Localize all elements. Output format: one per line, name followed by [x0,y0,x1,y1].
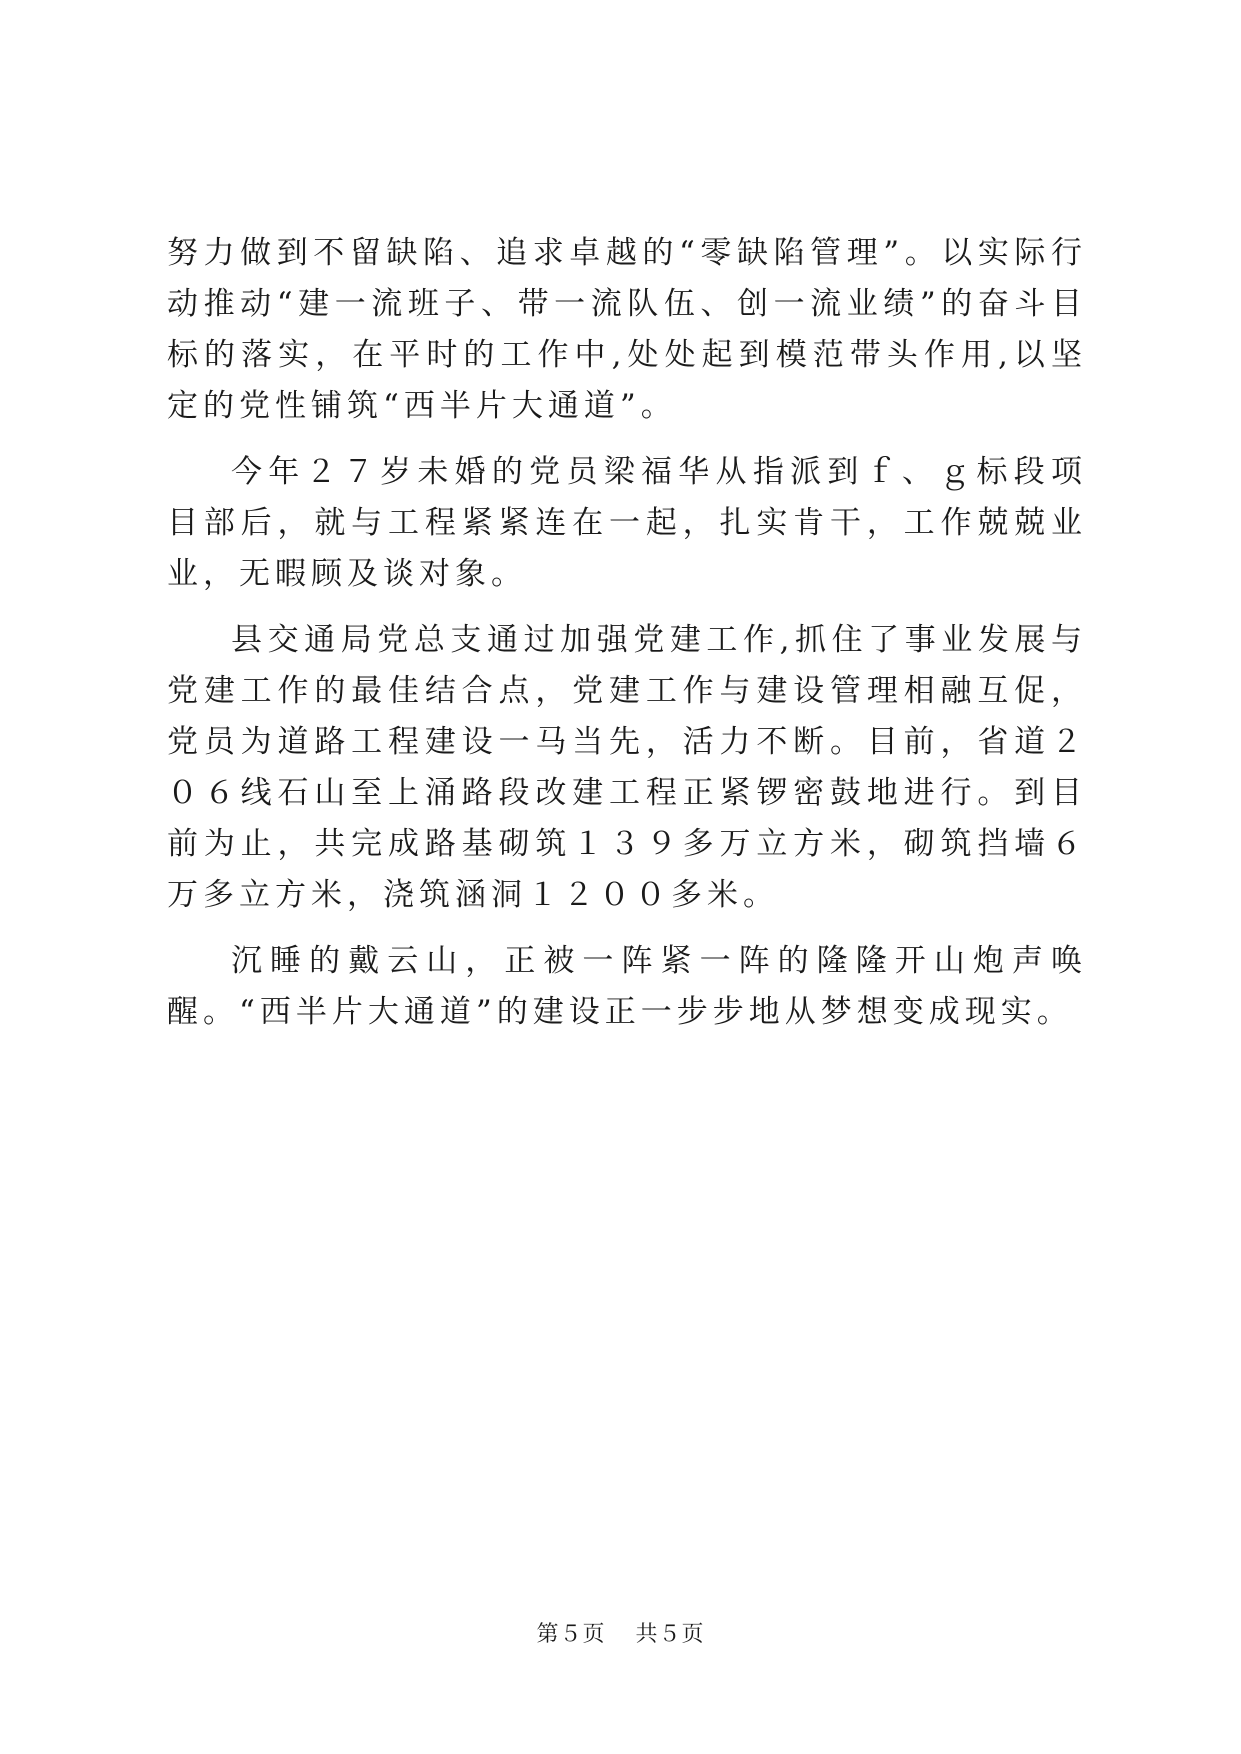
document-body [167,228,1087,1038]
paragraph-1: 努力做到不留缺陷、追求卓越的“零缺陷管理”。以实际行动推动“建一流班子、带一流队伍、创一流业绩”的奋斗目标的落实，在平时的工作中,处处起到模范带头作用,以坚定的党性铺筑“西半片大通道”。 [167,235,1087,424]
paragraph-2: 今年２７岁未婚的党员梁福华从指派到ｆ、ｇ标段项目部后，就与工程紧紧连在一起，扎实肯干，工作兢兢业业，无暇顾及谈对象。 [167,454,1087,592]
page-number: 第５页 [536,1622,606,1647]
paragraph-3: 县交通局党总支通过加强党建工作,抓住了事业发展与党建工作的最佳结合点，党建工作与建设管理相融互促，党员为道路工程建设一马当先，活力不断。目前，省道２０６线石山至上涌路段改建工程正紧锣密鼓地进行。到目前为止，共完成路基砌筑１３９多万立方米，砌筑挡墙６万多立方米，浇筑涵洞１２００多米。 [167,622,1087,913]
page-footer [0,1620,1241,1650]
paragraph-4: 沉睡的戴云山，正被一阵紧一阵的隆隆开山炮声唤醒。“西半片大通道”的建设正一步步地从梦想变成现实。 [167,943,1087,1030]
page-total: 共５页 [635,1622,705,1647]
